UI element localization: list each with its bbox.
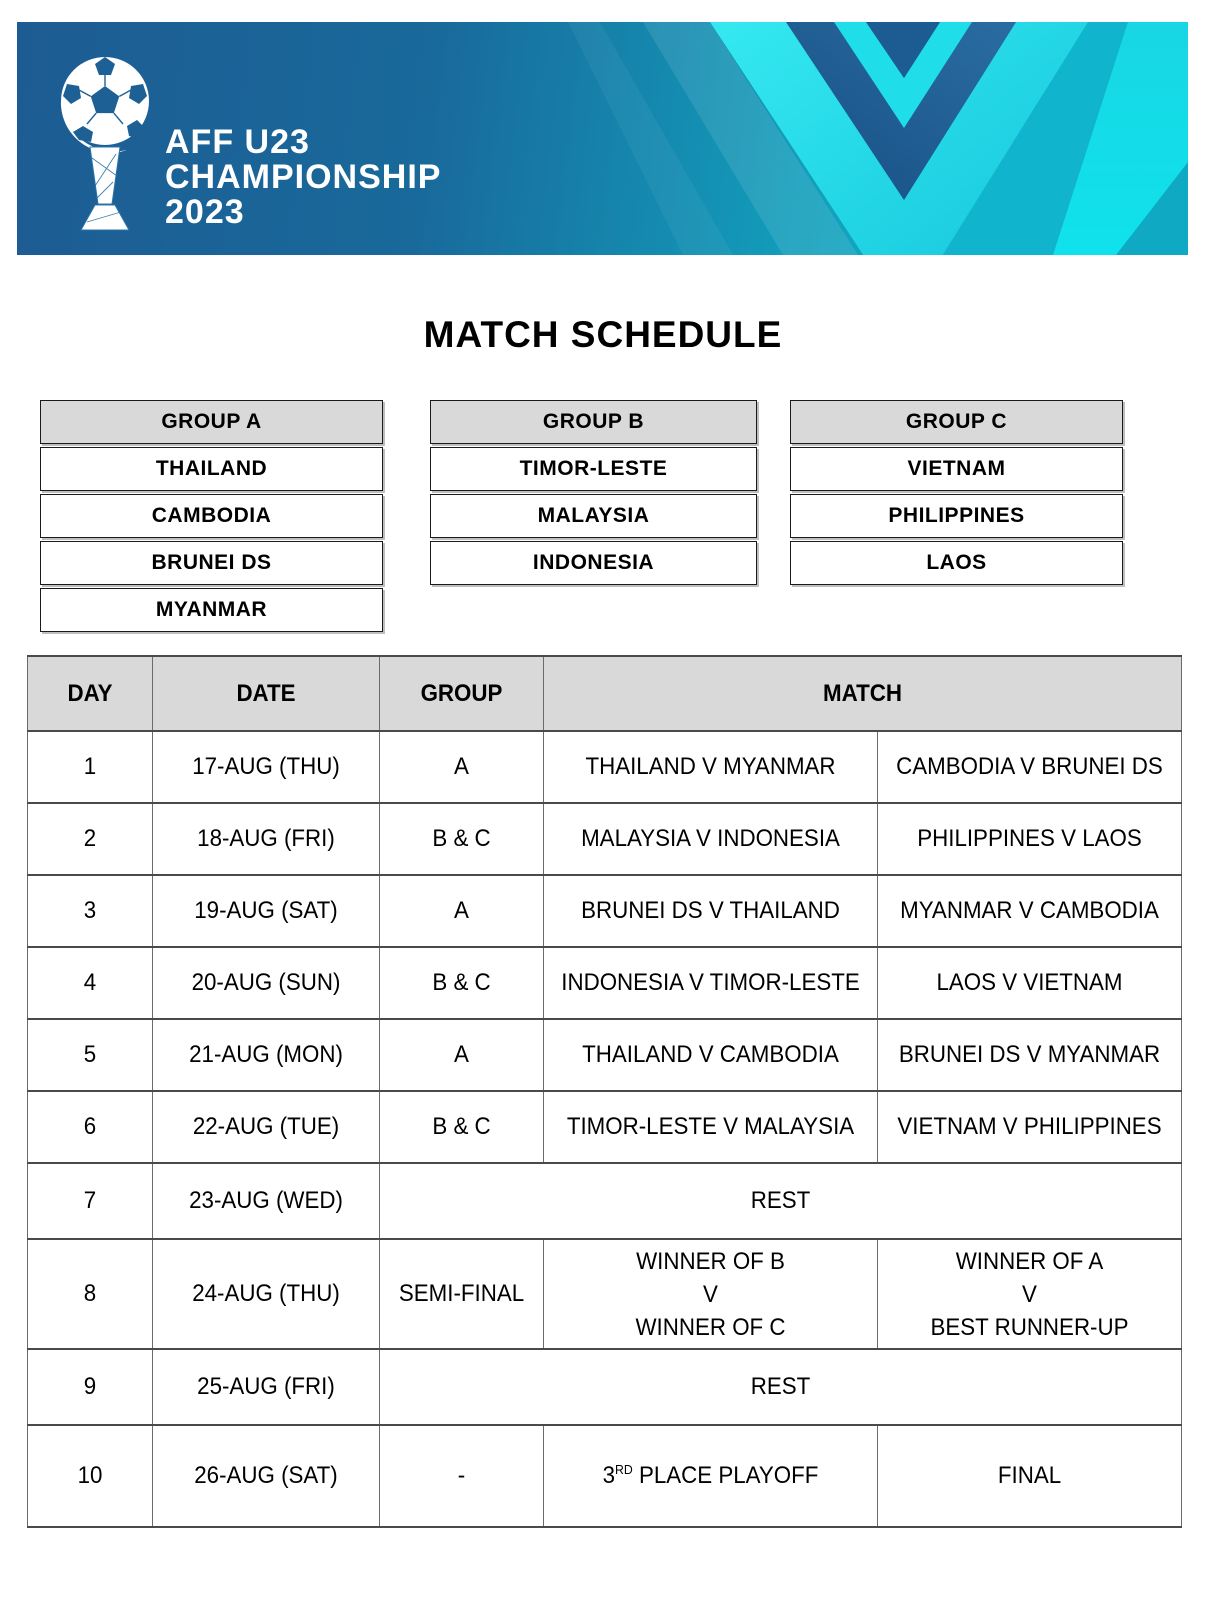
day-cell: 7 [28, 1163, 153, 1239]
date-cell: 26-AUG (SAT) [153, 1425, 380, 1527]
date-cell: 24-AUG (THU) [153, 1239, 380, 1349]
team-cell: CAMBODIA [40, 494, 383, 538]
page-title: MATCH SCHEDULE [423, 314, 783, 355]
team-cell: BRUNEI DS [40, 541, 383, 585]
day-cell: 2 [28, 803, 153, 875]
date-cell: 18-AUG (FRI) [153, 803, 380, 875]
day-cell: 6 [28, 1091, 153, 1163]
day-cell: 3 [28, 875, 153, 947]
col-header-group: GROUP [380, 656, 544, 731]
group-cell: A [380, 875, 544, 947]
match-cell: THAILAND V MYANMAR [544, 731, 878, 803]
match-cell: 3RD PLACE PLAYOFF [544, 1425, 878, 1527]
team-cell: TIMOR-LESTE [430, 447, 757, 491]
schedule-table [27, 655, 1182, 1528]
day-cell: 9 [28, 1349, 153, 1425]
col-header-date: DATE [153, 656, 380, 731]
team-cell: MYANMAR [40, 588, 383, 632]
match-cell: LAOS V VIETNAM [878, 947, 1182, 1019]
group-b-table [430, 400, 757, 588]
day-cell: 1 [28, 731, 153, 803]
date-cell: 23-AUG (WED) [153, 1163, 380, 1239]
match-cell: MALAYSIA V INDONESIA [544, 803, 878, 875]
schedule-row [28, 947, 1182, 1019]
group-c-header: GROUP C [790, 400, 1123, 444]
team-cell: MALAYSIA [430, 494, 757, 538]
group-cell: B & C [380, 803, 544, 875]
date-cell: 25-AUG (FRI) [153, 1349, 380, 1425]
match-cell: MYANMAR V CAMBODIA [878, 875, 1182, 947]
team-cell: VIETNAM [790, 447, 1123, 491]
match-cell: WINNER OF B V WINNER OF C [544, 1239, 878, 1349]
match-cell: BRUNEI DS V THAILAND [544, 875, 878, 947]
match-cell: VIETNAM V PHILIPPINES [878, 1091, 1182, 1163]
group-a-header: GROUP A [40, 400, 383, 444]
group-cell: B & C [380, 1091, 544, 1163]
team-cell: THAILAND [40, 447, 383, 491]
match-cell: THAILAND V CAMBODIA [544, 1019, 878, 1091]
tournament-title-line: CHAMPIONSHIP [165, 158, 442, 196]
group-cell: SEMI-FINAL [380, 1239, 544, 1349]
schedule-row [28, 1019, 1182, 1091]
col-header-match: MATCH [544, 656, 1182, 731]
schedule-row [28, 803, 1182, 875]
group-cell: - [380, 1425, 544, 1527]
group-cell: A [380, 1019, 544, 1091]
group-cell: B & C [380, 947, 544, 1019]
tournament-title-line: AFF U23 [165, 123, 310, 161]
date-cell: 20-AUG (SUN) [153, 947, 380, 1019]
day-cell: 5 [28, 1019, 153, 1091]
date-cell: 19-AUG (SAT) [153, 875, 380, 947]
rest-cell: REST [380, 1349, 1182, 1425]
schedule-row [28, 1091, 1182, 1163]
day-cell: 4 [28, 947, 153, 1019]
match-cell: BRUNEI DS V MYANMAR [878, 1019, 1182, 1091]
group-c-table [790, 400, 1123, 588]
tournament-title [165, 125, 441, 230]
date-cell: 22-AUG (TUE) [153, 1091, 380, 1163]
match-cell: PHILIPPINES V LAOS [878, 803, 1182, 875]
team-cell: PHILIPPINES [790, 494, 1123, 538]
match-cell: WINNER OF A V BEST RUNNER-UP [878, 1239, 1182, 1349]
schedule-final-row [28, 1425, 1182, 1527]
nested-chevron-pattern-icon [548, 22, 1188, 255]
date-cell: 21-AUG (MON) [153, 1019, 380, 1091]
trophy-soccer-ball-logo-icon [57, 54, 153, 236]
day-cell: 10 [28, 1425, 153, 1527]
schedule-header-row [28, 656, 1182, 731]
tournament-title-line: 2023 [165, 193, 245, 231]
col-header-day: DAY [28, 656, 153, 731]
day-cell: 8 [28, 1239, 153, 1349]
match-cell: INDONESIA V TIMOR-LESTE [544, 947, 878, 1019]
match-cell: TIMOR-LESTE V MALAYSIA [544, 1091, 878, 1163]
match-cell: FINAL [878, 1425, 1182, 1527]
schedule-semifinal-row [28, 1239, 1182, 1349]
group-b-header: GROUP B [430, 400, 757, 444]
tournament-banner [17, 22, 1188, 255]
team-cell: INDONESIA [430, 541, 757, 585]
group-a-table [40, 400, 383, 635]
schedule-rest-row [28, 1163, 1182, 1239]
schedule-row [28, 731, 1182, 803]
schedule-rest-row [28, 1349, 1182, 1425]
match-cell: CAMBODIA V BRUNEI DS [878, 731, 1182, 803]
date-cell: 17-AUG (THU) [153, 731, 380, 803]
group-cell: A [380, 731, 544, 803]
team-cell: LAOS [790, 541, 1123, 585]
schedule-row [28, 875, 1182, 947]
rest-cell: REST [380, 1163, 1182, 1239]
